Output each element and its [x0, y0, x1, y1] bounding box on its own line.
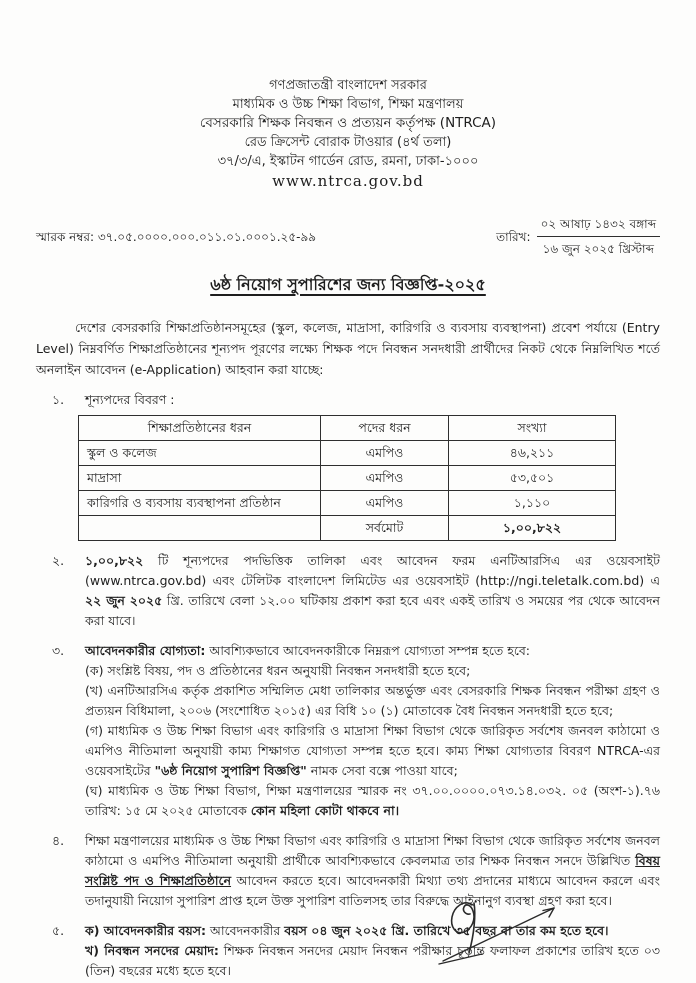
- date-block: [496, 214, 660, 259]
- table-body: [79, 441, 616, 541]
- item-2-number: ২.: [52, 553, 65, 568]
- table-cell: ৫৩,৫০১: [449, 466, 616, 491]
- government-name: গণপ্রজাতন্ত্রী বাংলাদেশ সরকার: [269, 78, 427, 93]
- text-run: দেশের বেসরকারি শিক্ষাপ্রতিষ্ঠানসমূহের (স্কুল, কলেজ, মাদ্রাসা, কারিগরি ও ব্যবসায় ব্যবস্থাপনা) প্রবেশ পর্যায়ে (Entry Level) নিম্নবর্ণিত শিক্ষাপ্রতিষ্ঠানের শূন্যপদ পূরণের লক্ষ্যে শিক্ষক পদে নিবন্ধন সনদধারী প্রার্থীদের নিকট থেকে নিম্নলিখিত শর্তে অনলাইন আবেদন (e-Application) আহবান করা যাচ্ছে:: [36, 320, 660, 377]
- item-3-clause-ka: [85, 661, 660, 681]
- text-run: কোন মহিলা কোটা থাকবে না।: [250, 803, 400, 818]
- table-cell: [79, 516, 321, 541]
- table-row: [79, 516, 616, 541]
- date-gregorian: ১৬ জুন ২০২৫ খ্রিস্টাব্দ: [542, 242, 654, 256]
- list-item-1: [36, 390, 660, 410]
- date-label: তারিখ:: [496, 229, 531, 244]
- signature: [428, 891, 598, 983]
- item-3-clause-kha: [85, 681, 660, 721]
- table-cell: সর্বমোট: [321, 516, 449, 541]
- table-row: [79, 466, 616, 491]
- text-run: (ঘ) মাধ্যমিক ও উচ্চ শিক্ষা বিভাগ, শিক্ষা মন্ত্রণালয়ের স্মারক নং ৩৭.০০.০০০০.০৭৩.১৪.০৩২. ০৫ (অংশ-১).৭৬ তারিখ: ১৫ মে ২০২৫ মোতাবেক: [85, 783, 660, 818]
- text-run: আবেদনকারীর যোগ্যতা:: [85, 643, 206, 658]
- table-cell: কারিগরি ও ব্যবসায় ব্যবস্থাপনা প্রতিষ্ঠান: [79, 491, 321, 516]
- text-run: নামক সেবা বক্সে পাওয়া যাবে;: [306, 763, 458, 778]
- item-4-number: ৪.: [52, 833, 65, 848]
- col-header-count: সংখ্যা: [449, 416, 616, 441]
- table-header-row: [79, 416, 616, 441]
- item-3-intro: [85, 641, 660, 661]
- memo-value: ৩৭.০৫.০০০০.০০০.০১১.০১.০০০১.২৫-৯৯: [97, 229, 317, 244]
- item-1-number: ১.: [52, 392, 65, 407]
- text-run: "৬ষ্ঠ নিয়োগ সুপারিশ বিজ্ঞপ্তি": [154, 763, 307, 778]
- text-run: খ্রি. তারিখে বেলা ১২.০০ ঘটিকায় প্রকাশ করা হবে এবং একই তারিখ ও সময়ের পর থেকে আবেদন করা যাবে।: [85, 593, 660, 628]
- memo-date-row: [36, 214, 660, 259]
- table-row: [79, 491, 616, 516]
- item-5-number: ৫.: [52, 923, 65, 938]
- col-header-institution-type: শিক্ষাপ্রতিষ্ঠানের ধরন: [79, 416, 321, 441]
- col-header-post-type: পদের ধরন: [321, 416, 449, 441]
- table-cell: স্কুল ও কলেজ: [79, 441, 321, 466]
- text-run: ২২ জুন ২০২৫: [85, 593, 163, 608]
- website-url: www.ntrca.gov.bd: [272, 172, 424, 190]
- text-run: ১,০০,৮২২: [85, 553, 144, 568]
- text-run: (ক) সংশ্লিষ্ট বিষয়, পদ ও প্রতিষ্ঠানের ধরন অনুযায়ী নিবন্ধন সনদধারী হতে হবে;: [85, 663, 471, 678]
- table-cell: ১,১১০: [449, 491, 616, 516]
- item-3-clause-gha: [85, 781, 660, 821]
- text-run: শিক্ষক নিবন্ধন সনদের মেয়াদ নিবন্ধন পরীক্ষার চূড়ান্ত ফলাফল প্রকাশের তারিখ হতে ০৩ (তিন) বছরের মধ্যে হতে হবে।: [85, 943, 660, 978]
- text-run: বিষয় সংশ্লিষ্ট পদ ও শিক্ষাপ্রতিষ্ঠানে: [85, 853, 660, 888]
- list-item-3: [36, 641, 660, 821]
- table-cell: এমপিও: [321, 441, 449, 466]
- handwritten-signature-icon: [428, 891, 598, 981]
- table-cell: ১,০০,৮২২: [449, 516, 616, 541]
- text-run: টি শূন্যপদের পদভিত্তিক তালিকা এবং আবেদন ফরম এনটিআরসিএ এর ওয়েবসাইট (www.ntrca.gov.bd) এবং টেলিটক বাংলাদেশ লিমিটেড এর ওয়েবসাইট (http://ngi.teletalk.com.bd) এ: [85, 553, 660, 588]
- street-address: ৩৭/৩/এ, ইস্কাটন গার্ডেন রোড, রমনা, ঢাকা-১০০০: [217, 154, 479, 169]
- table-cell: এমপিও: [321, 491, 449, 516]
- notice-title: ৬ষ্ঠ নিয়োগ সুপারিশের জন্য বিজ্ঞপ্তি-২০২৫: [210, 275, 486, 294]
- date-values: [537, 214, 660, 259]
- text-run: খ) নিবন্ধন সনদের মেয়াদ:: [85, 943, 219, 958]
- letterhead: [36, 76, 660, 192]
- date-bangla: ০২ আষাঢ় ১৪৩২ বঙ্গাব্দ: [537, 214, 660, 237]
- building-address: রেড ক্রিসেন্ট বোরাক টাওয়ার (৪র্থ তলা): [244, 135, 452, 150]
- memo-label: স্মারক নম্বর:: [36, 229, 95, 244]
- text-run: শূন্যপদের বিবরণ :: [85, 392, 175, 407]
- text-run: শিক্ষা মন্ত্রণালয়ের মাধ্যমিক ও উচ্চ শিক্ষা বিভাগ এবং কারিগরি ও মাদ্রাসা শিক্ষা বিভাগ থেকে জারিকৃত সর্বশেষ জনবল কাঠামো ও এমপিও নীতিমালা অনুযায়ী প্রার্থীকে আবশ্যিকভাবে কেবলমাত্র তার শিক্ষক নিবন্ধন সনদে উল্লিখিত: [85, 833, 660, 868]
- item-3-text: [85, 641, 660, 821]
- item-2-text: [85, 551, 660, 631]
- text-run: আবশ্যিকভাবে আবেদনকারীকে নিম্নরূপ যোগ্যতা সম্পন্ন হতে হবে:: [205, 643, 531, 658]
- table-cell: ৪৬,২১১: [449, 441, 616, 466]
- text-run: (গ) মাধ্যমিক ও উচ্চ শিক্ষা বিভাগ এবং কারিগরি ও মাদ্রাসা শিক্ষা বিভাগ থেকে জারিকৃত সর্বশেষ জনবল কাঠামো ও এমপিও নীতিমালা অনুযায়ী কাম্য শিক্ষাগত যোগ্যতা সম্পন্ন হতে হবে। কাম্য শিক্ষা যোগ্যতার বিবরণ NTRCA-এর ওয়েবসাইটের: [85, 723, 660, 778]
- table-row: [79, 441, 616, 466]
- text-run: আবেদনকারীর: [206, 923, 285, 938]
- text-run: ক) আবেদনকারীর বয়স:: [85, 923, 207, 938]
- item-3-number: ৩.: [52, 643, 65, 658]
- authority-name: বেসরকারি শিক্ষক নিবন্ধন ও প্রত্যয়ন কর্তৃপক্ষ (NTRCA): [199, 115, 497, 131]
- text-run: (খ) এনটিআরসিএ কর্তৃক প্রকাশিত সম্মিলিত মেধা তালিকার অন্তর্ভুক্ত এবং বেসরকারি শিক্ষক নিবন্ধন পরীক্ষা গ্রহণ ও প্রত্যয়ন বিধিমালা, ২০০৬ (সংশোধিত ২০১৫) এর বিধি ১০ (১) মোতাবেক বৈধ নিবন্ধন সনদধারী হতে হবে;: [85, 683, 660, 718]
- memo-number: [36, 227, 316, 247]
- vacancy-table: [78, 415, 616, 541]
- division-name: মাধ্যমিক ও উচ্চ শিক্ষা বিভাগ, শিক্ষা মন্ত্রণালয়: [232, 97, 464, 112]
- item-1-text: [85, 390, 660, 410]
- table-cell: এমপিও: [321, 466, 449, 491]
- list-item-2: [36, 551, 660, 631]
- intro-paragraph: [36, 317, 660, 380]
- text-run: বয়স ০৪ জুন ২০২৫ খ্রি. তারিখে ৩৫ বছর বা তার কম হতে হবে।: [284, 923, 609, 938]
- item-3-clause-ga: [85, 721, 660, 781]
- text-run: আবেদন করতে হবে। আবেদনকারী মিথ্যা তথ্য প্রদানের মাধ্যমে আবেদন করলে এবং তদানুযায়ী নিয়োগ সুপারিশ প্রাপ্ত হলে উক্ত সুপারিশ বাতিলসহ তার বিরুদ্ধে আইনানুগ ব্যবস্থা গ্রহণ করা হবে।: [85, 873, 660, 908]
- table-cell: মাদ্রাসা: [79, 466, 321, 491]
